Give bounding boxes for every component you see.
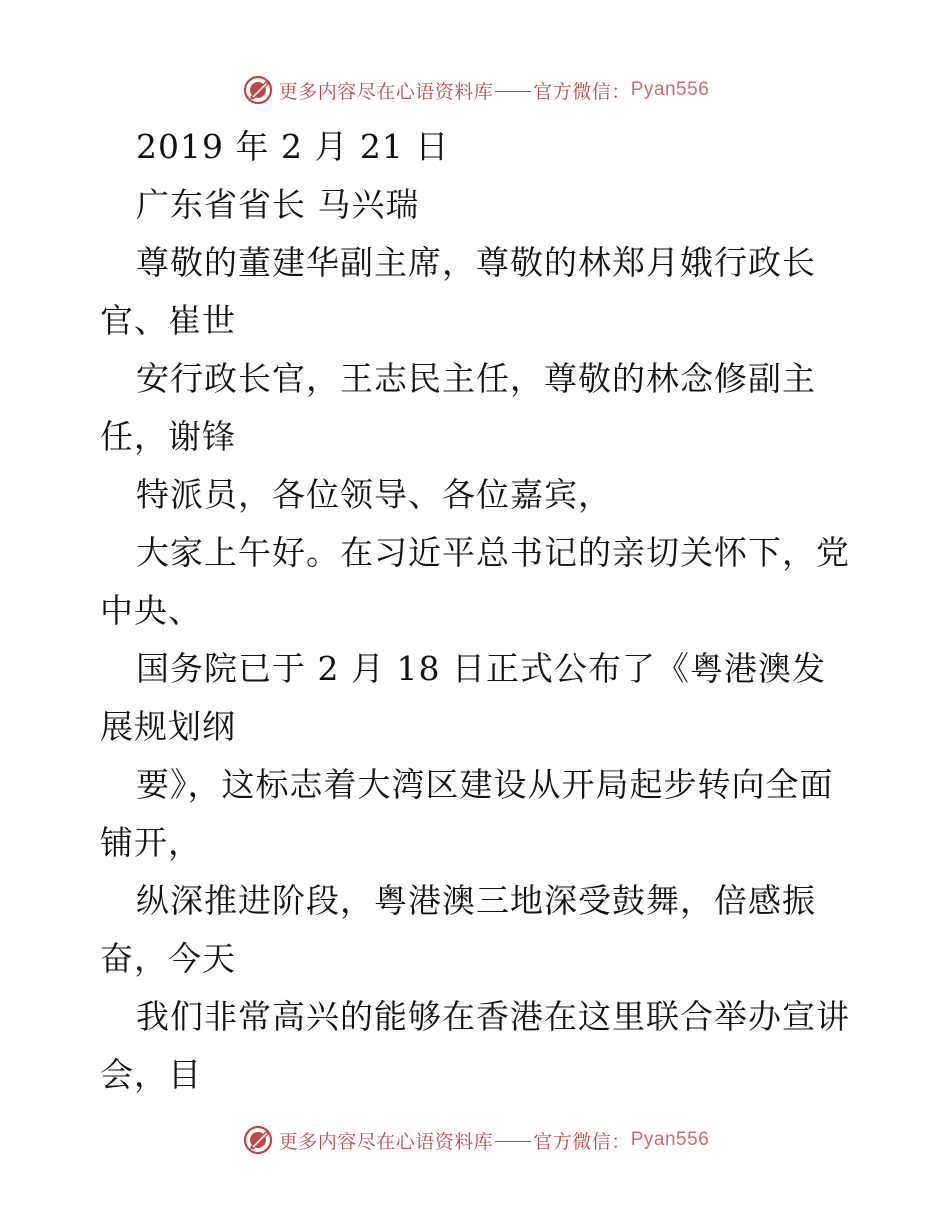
text-line: 2019 年 2 月 21 日 [136,127,450,166]
text-line: 特派员，各位领导、各位嘉宾， [136,475,612,514]
text-line: 国务院已于 2 月 18 日正式公布了《粤港澳发 [136,649,826,688]
text-line: 任，谢锋 [100,417,236,456]
watermark-wechat-id: Pyan556 [630,79,710,100]
text-line: 中央、 [100,591,202,630]
document-body [0,118,950,1104]
watermark-text: 更多内容尽在心语资料库 [278,1130,494,1153]
watermark-wechat-label: 官方微信： [533,80,631,103]
watermark-banner-top [0,70,950,110]
watermark-text: 更多内容尽在心语资料库 [278,80,494,103]
text-line: 展规划纲 [100,707,236,746]
text-line: 广东省省长 马兴瑞 [136,185,420,224]
text-line: 要》，这标志着大湾区建设从开局起步转向全面 [136,765,834,804]
pen-circle-logo-icon [241,1123,275,1157]
watermark-wechat-id: Pyan556 [630,1129,710,1150]
text-line: 大家上午好。在习近平总书记的亲切关怀下，党 [136,533,850,572]
watermark-banner-bottom [0,1120,950,1160]
text-line: 官、崔世 [100,301,236,340]
text-line: 纵深推进阶段，粤港澳三地深受鼓舞，倍感振 [136,881,816,920]
watermark-dash [495,1141,531,1142]
pen-circle-logo-icon [241,73,275,107]
watermark-wechat-label: 官方微信： [533,1130,631,1153]
text-line: 会，目 [100,1055,202,1094]
text-line: 铺开， [100,823,202,862]
text-line: 我们非常高兴的能够在香港在这里联合举办宣讲 [136,997,850,1036]
text-line: 安行政长官，王志民主任，尊敬的林念修副主 [136,359,816,398]
watermark-dash [495,91,531,92]
text-line: 奋，今天 [100,939,236,978]
text-line: 尊敬的董建华副主席，尊敬的林郑月娥行政长 [136,243,816,282]
